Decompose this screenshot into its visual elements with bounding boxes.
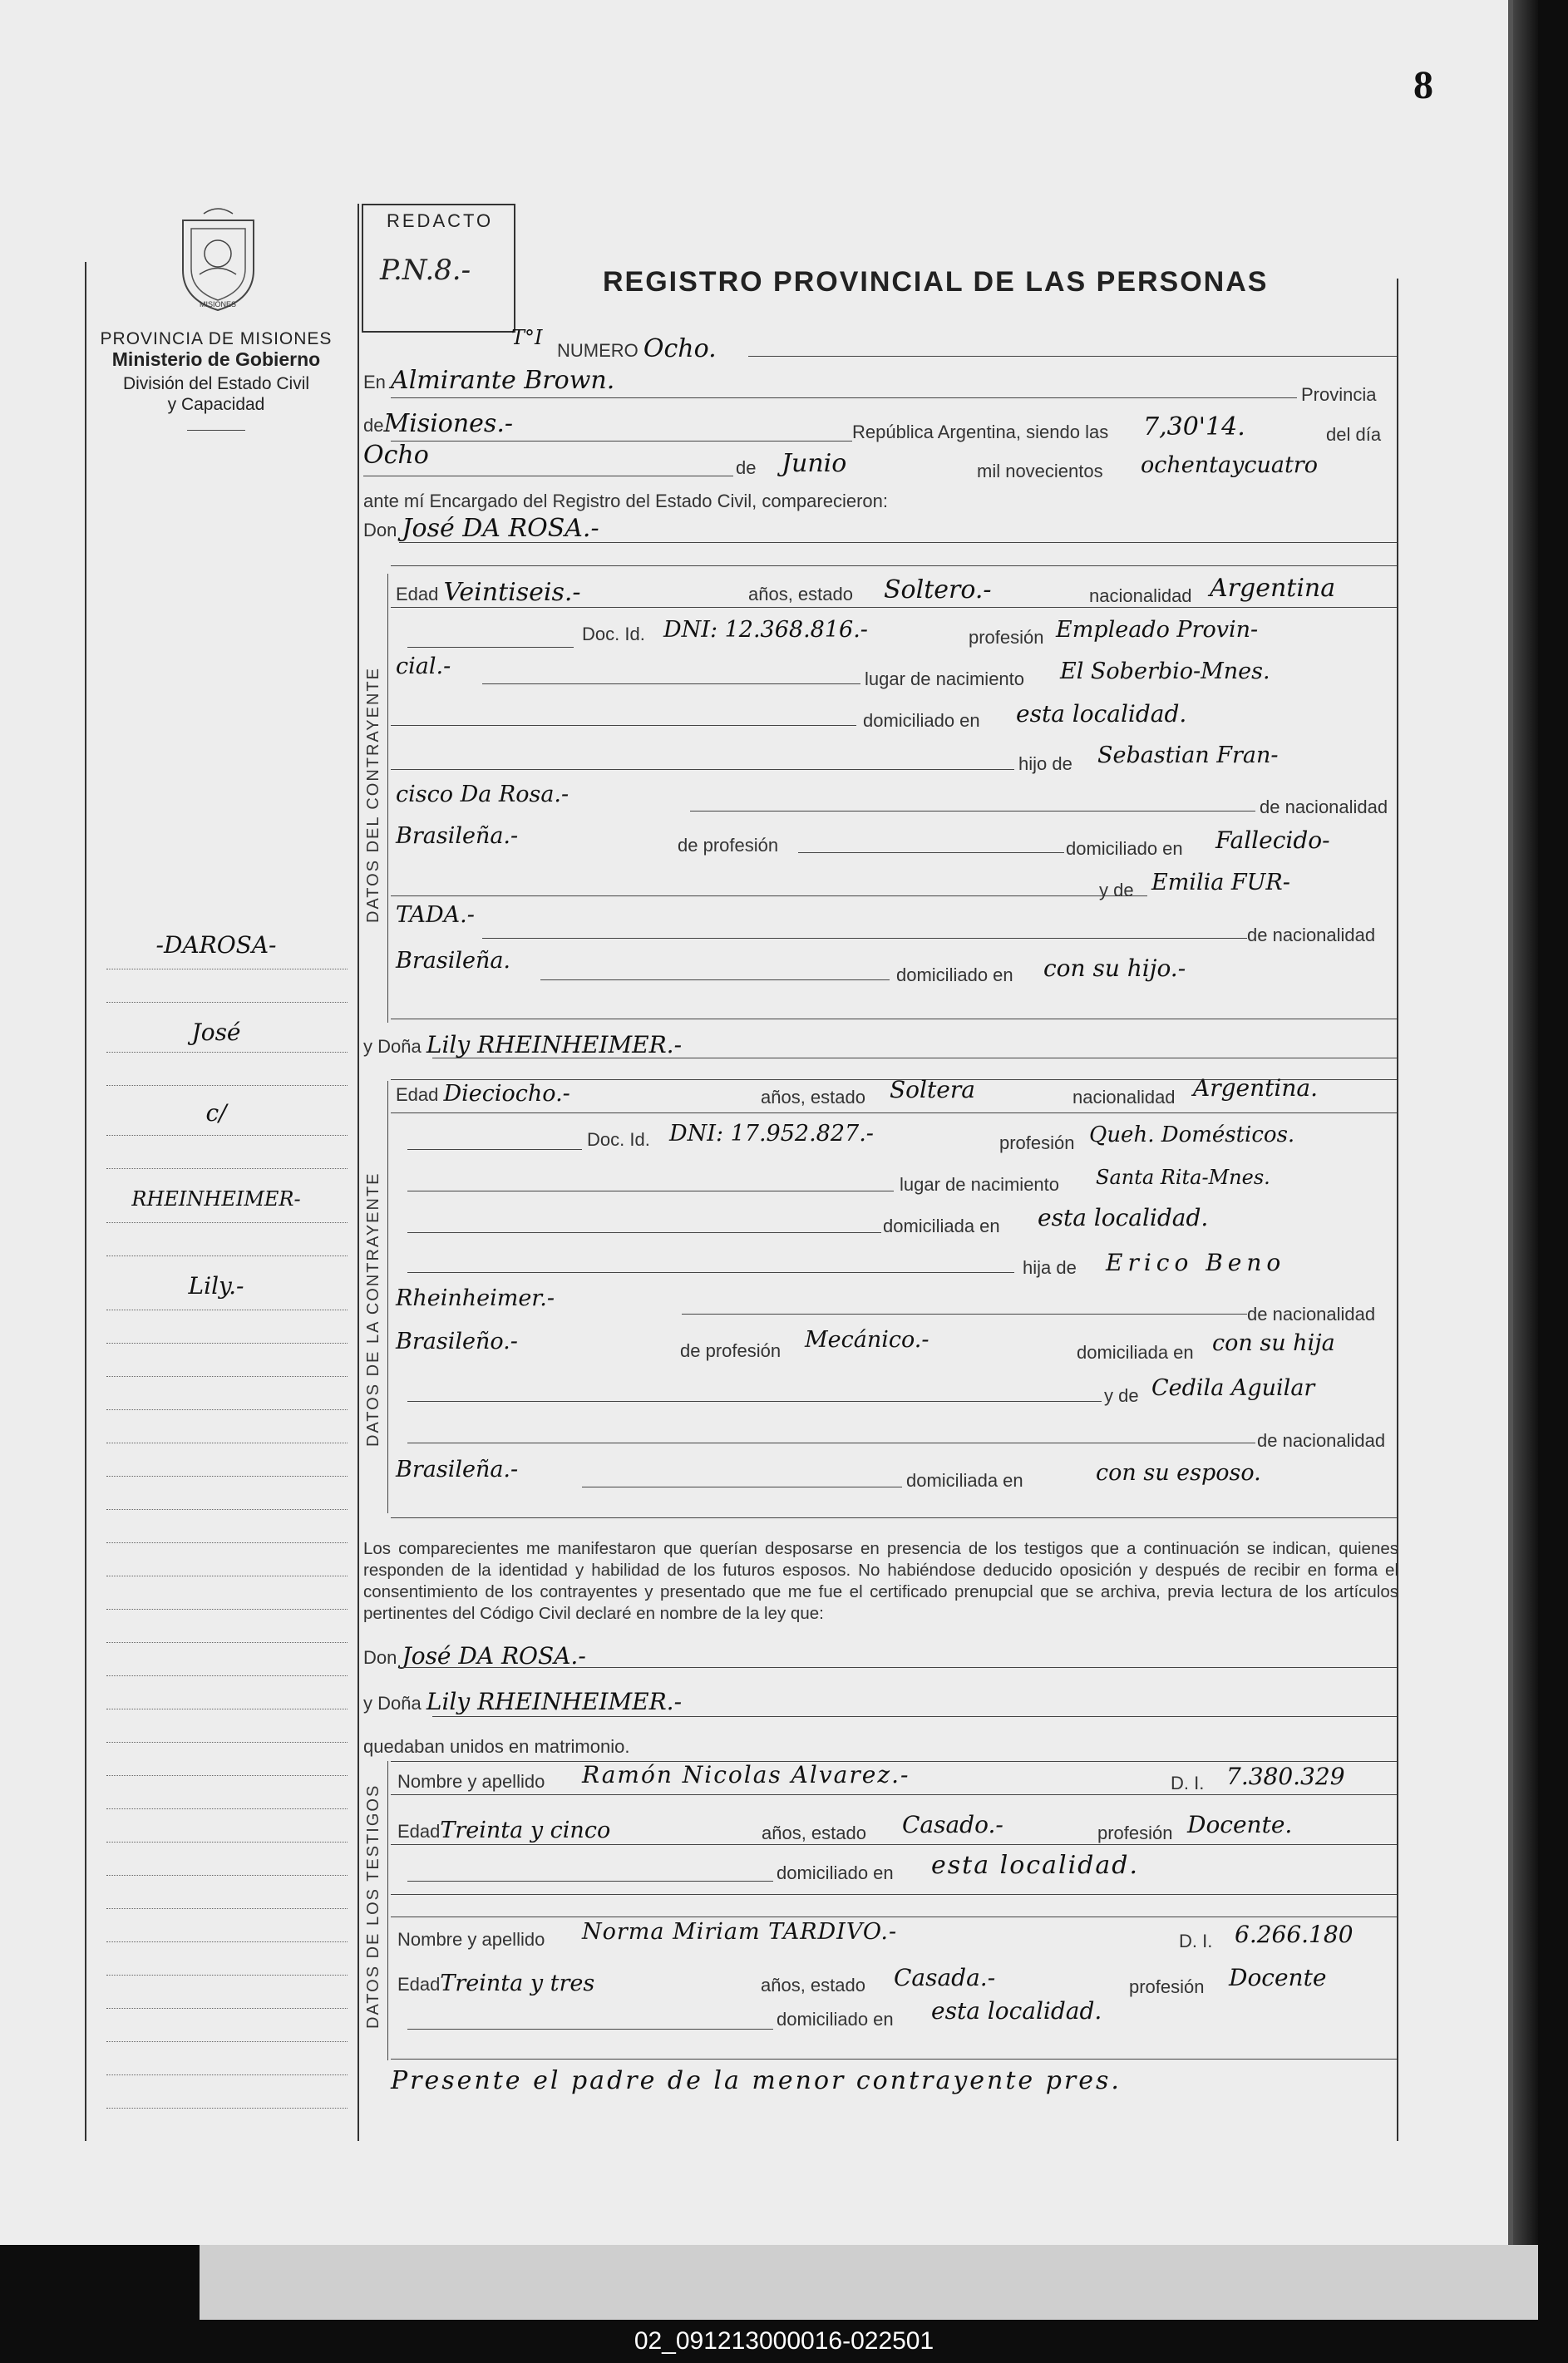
groom-doc-label: Doc. Id. — [582, 624, 645, 644]
decl-dona-label: y Doña — [363, 1693, 422, 1714]
bride-nac-label: nacionalidad — [1072, 1087, 1176, 1108]
province-name: PROVINCIA DE MISIONES — [100, 329, 333, 348]
witness-note: Presente el padre de la menor contrayente pres. — [391, 2066, 1122, 2095]
bride-anios-label: años, estado — [761, 1087, 865, 1108]
don-label: Don — [363, 520, 397, 540]
bride-padre-nac: Brasileño.- — [396, 1329, 518, 1354]
w2-profesion-label: profesión — [1129, 1976, 1205, 1997]
w1-estado: Casado.- — [902, 1811, 1003, 1838]
decl-don: José DA ROSA.- — [402, 1642, 586, 1670]
w1-edad-label: Edad — [397, 1821, 441, 1842]
groom-padre-nac-label: de nacionalidad — [1260, 797, 1388, 817]
margin-surname: -DAROSA- — [155, 931, 277, 959]
w2-profesion: Docente — [1229, 1964, 1327, 1991]
bride-padre-dom: con su hija — [1212, 1330, 1335, 1356]
decl-dona: Lily RHEINHEIMER.- — [426, 1688, 683, 1715]
provincia-label: Provincia — [1301, 384, 1377, 405]
bride-padre-prof-label: de profesión — [680, 1340, 782, 1361]
bride-lugar: Santa Rita-Mnes. — [1096, 1166, 1270, 1189]
w2-domiciliado-label: domiciliado en — [777, 2009, 894, 2030]
ante-label: ante mí Encargado del Registro del Estado Civil, comparecieron: — [363, 491, 888, 511]
bride-padre-nac-label: de nacionalidad — [1247, 1304, 1376, 1325]
book-edge — [1513, 0, 1538, 2245]
ministry-name: Ministerio de Gobierno — [111, 348, 321, 370]
groom-y-de-label: y de — [1099, 880, 1134, 900]
bride-madre-dom-label: domiciliada en — [906, 1470, 1023, 1491]
bride-doc: DNI: 17.952.827.- — [669, 1121, 874, 1147]
groom-madre-nac-label: de nacionalidad — [1247, 925, 1376, 945]
w2-di: 6.266.180 — [1235, 1921, 1354, 1948]
anio-value: ochentaycuatro — [1141, 452, 1318, 478]
de-value: Misiones.- — [383, 409, 513, 438]
w2-estado: Casada.- — [894, 1964, 996, 1991]
republica-label: República Argentina, siendo las — [852, 422, 1109, 442]
w2-di-label: D. I. — [1179, 1931, 1213, 1951]
division-line-2: y Capacidad — [167, 395, 265, 414]
bride-nacionalidad: Argentina. — [1193, 1074, 1318, 1102]
w1-profesion: Docente. — [1187, 1811, 1293, 1838]
numero-label: NUMERO — [557, 340, 639, 361]
page-title: REGISTRO PROVINCIAL DE LAS PERSONAS — [603, 266, 1269, 298]
bride-madre: Cedila Aguilar — [1151, 1375, 1315, 1401]
bride-lugar-label: lugar de nacimiento — [900, 1174, 1060, 1195]
groom-domicilio: esta localidad. — [1016, 700, 1187, 728]
groom-padre-dom: Fallecido- — [1215, 826, 1330, 854]
form-rule-right — [1397, 279, 1398, 2141]
dia-value: Ocho — [363, 441, 429, 470]
w1-di: 7.380.329 — [1226, 1763, 1345, 1790]
w1-edad: Treinta y cinco — [440, 1818, 611, 1843]
w1-di-label: D. I. — [1171, 1773, 1205, 1793]
w1-domiciliado-label: domiciliado en — [777, 1862, 894, 1883]
margin-name-2: Lily.- — [188, 1272, 244, 1300]
groom-nac-label: nacionalidad — [1089, 585, 1192, 606]
groom-padre-prof-label: de profesión — [678, 835, 779, 856]
de2-label: de — [736, 457, 757, 478]
w1-anios-label: años, estado — [762, 1823, 866, 1843]
margin-surname-2: RHEINHEIMER- — [131, 1187, 301, 1211]
bride-profesion: Queh. Domésticos. — [1089, 1122, 1295, 1147]
seal-text: MISIONES — [199, 300, 237, 308]
bride-domiciliada-label: domiciliada en — [883, 1216, 1000, 1236]
margin-connector: c/ — [205, 1099, 227, 1127]
w2-edad-label: Edad — [397, 1974, 441, 1995]
bride-edad: Dieciocho.- — [443, 1081, 570, 1107]
bride-dona: Lily RHEINHEIMER.- — [426, 1031, 683, 1058]
groom-hijo-label: hijo de — [1018, 753, 1072, 774]
don-value: José DA ROSA.- — [402, 514, 599, 543]
w2-domicilio: esta localidad. — [931, 1997, 1102, 2025]
groom-domiciliado-label: domiciliado en — [863, 710, 980, 731]
groom-lugar-label: lugar de nacimiento — [865, 668, 1025, 689]
w2-nombre: Norma Miriam TARDIVO.- — [582, 1919, 898, 1945]
tomo-hw: T°I — [511, 326, 543, 349]
en-label: En — [363, 372, 386, 392]
groom-padre-dom-label: domiciliado en — [1066, 838, 1183, 859]
margin-name: José — [191, 1019, 241, 1046]
groom-lugar: El Soberbio-Mnes. — [1060, 659, 1270, 684]
bride-madre-nac-label: de nacionalidad — [1257, 1430, 1386, 1451]
scan-id: 02_091213000016-022501 — [634, 2327, 934, 2355]
bride-madre-dom: con su esposo. — [1096, 1460, 1261, 1486]
hora-value: 7,30'14. — [1143, 412, 1245, 442]
bride-domicilio: esta localidad. — [1038, 1204, 1209, 1231]
province-seal-icon — [175, 204, 262, 312]
en-value: Almirante Brown. — [391, 366, 615, 395]
bride-padre-cont: Rheinheimer.- — [396, 1285, 555, 1311]
numero-value: Ocho. — [643, 334, 717, 363]
groom-estado: Soltero.- — [884, 575, 992, 604]
w2-edad: Treinta y tres — [440, 1971, 595, 1996]
division-line-1: División del Estado Civil — [122, 374, 310, 393]
separator — [187, 430, 245, 431]
groom-profesion: Empleado Provin- — [1056, 617, 1259, 643]
groom-padre-cont: cisco Da Rosa.- — [396, 782, 570, 807]
groom-profesion-cont: cial.- — [396, 654, 451, 679]
bride-padre-dom-label: domiciliada en — [1077, 1342, 1194, 1363]
bride-estado: Soltera — [890, 1076, 975, 1103]
bride-section-label: DATOS DE LA CONTRAYENTE — [364, 1172, 382, 1447]
mes-value: Junio — [782, 449, 847, 478]
groom-edad-label: Edad — [396, 584, 439, 604]
del-dia-label: del día — [1326, 424, 1382, 445]
margin-rule-left — [85, 262, 86, 2141]
bride-y-de-label: y de — [1104, 1385, 1139, 1406]
groom-madre-dom-label: domiciliado en — [896, 964, 1013, 985]
groom-padre: Sebastian Fran- — [1097, 742, 1279, 768]
declaration-text: Los comparecientes me manifestaron que querían desposarse en presencia de los testigos que a continuación se indican, quienes responden de la identidad y habilidad de los futuros esposos. No habiéndose deducido oposición y después de recibir en forma el consentimiento de los contrayentes y presentado que me fue el certificado prenupcial que se archiva, previa lectura de los artículos pertinentes del Código Civil declaré en nombre de la ley que: — [363, 1539, 1398, 1623]
decl-unidos: quedaban unidos en matrimonio. — [363, 1736, 630, 1757]
bride-dona-label: y Doña — [363, 1036, 422, 1057]
w1-nombre-label: Nombre y apellido — [397, 1771, 545, 1792]
redacto-stamp — [362, 204, 515, 333]
groom-padre-nac: Brasileña.- — [396, 823, 519, 849]
bride-doc-label: Doc. Id. — [587, 1129, 650, 1150]
w2-nombre-label: Nombre y apellido — [397, 1929, 545, 1950]
w1-nombre: Ramón Nicolas Alvarez.- — [582, 1761, 910, 1788]
bride-madre-nac: Brasileña.- — [396, 1457, 519, 1482]
decl-don-label: Don — [363, 1647, 397, 1668]
page-number: 8 — [1413, 63, 1433, 107]
scan-background — [200, 2245, 1538, 2320]
groom-madre-cont: TADA.- — [396, 902, 475, 928]
margin-rule-mid — [357, 204, 359, 2141]
bride-profesion-label: profesión — [999, 1132, 1075, 1153]
groom-profesion-label: profesión — [969, 627, 1044, 648]
bride-hija-label: hija de — [1023, 1257, 1077, 1278]
w1-domicilio: esta localidad. — [931, 1851, 1139, 1880]
witnesses-section-label: DATOS DE LOS TESTIGOS — [364, 1783, 382, 2029]
w1-profesion-label: profesión — [1097, 1823, 1173, 1843]
groom-nacionalidad: Argentina — [1210, 574, 1336, 603]
mil-label: mil novecientos — [977, 461, 1103, 481]
redacto-label: REDACTO — [387, 210, 494, 231]
bride-edad-label: Edad — [396, 1084, 439, 1105]
w2-anios-label: años, estado — [761, 1975, 865, 1995]
issuer-block — [83, 328, 349, 431]
groom-doc: DNI: 12.368.816.- — [663, 617, 868, 643]
groom-anios-label: años, estado — [748, 584, 853, 604]
bride-padre-prof: Mecánico.- — [805, 1327, 929, 1353]
bride-padre: Erico Beno — [1106, 1249, 1286, 1276]
groom-section-label: DATOS DEL CONTRAYENTE — [364, 667, 382, 923]
groom-madre-dom: con su hijo.- — [1043, 955, 1186, 982]
redacto-handwriting: P.N.8.- — [380, 254, 471, 287]
groom-madre: Emilia FUR- — [1151, 870, 1290, 895]
groom-madre-nac: Brasileña. — [396, 948, 511, 974]
groom-edad: Veintiseis.- — [443, 578, 581, 607]
de-label: de — [363, 415, 384, 436]
